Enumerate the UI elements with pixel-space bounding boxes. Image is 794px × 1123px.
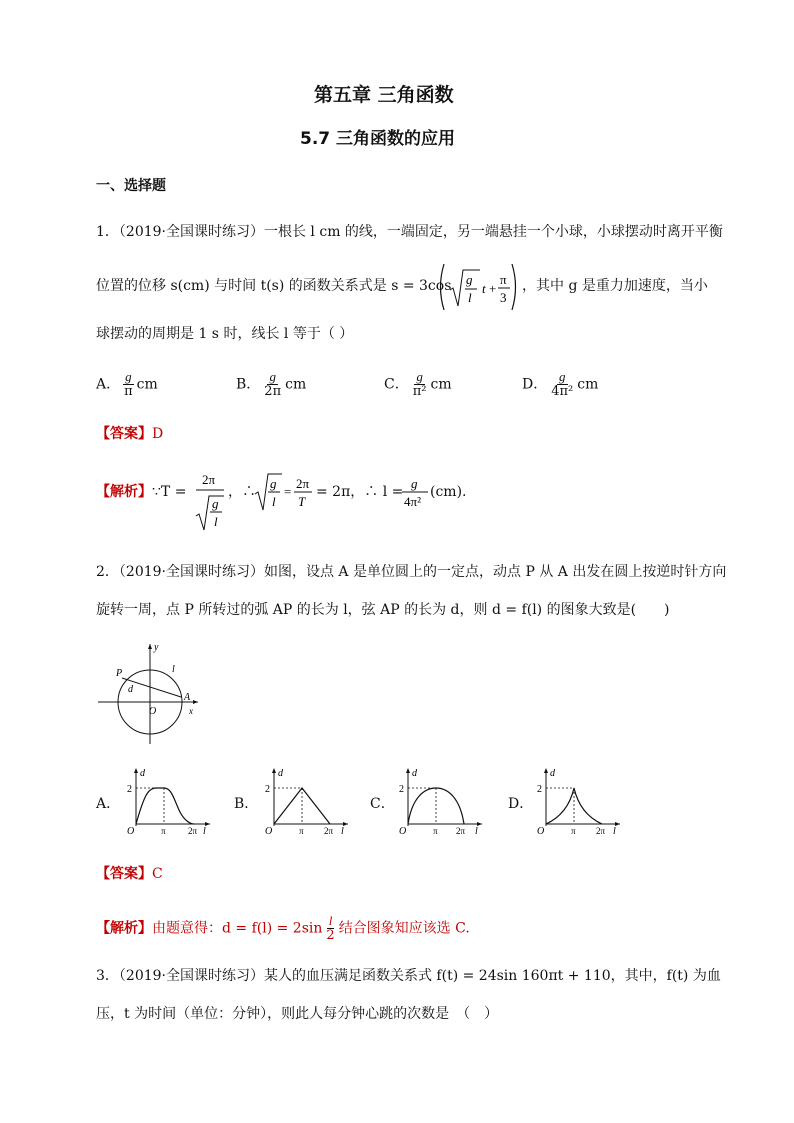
- q1-cos-argument: [436, 262, 520, 312]
- q1-line2-a: 位置的位移 s(cm) 与时间 t(s) 的函数关系式是 s = 3cos: [96, 278, 452, 294]
- svg-text:2: 2: [399, 784, 404, 795]
- svg-text:2: 2: [537, 784, 542, 795]
- q2-graph-d: [528, 766, 622, 836]
- svg-text:3: 3: [500, 290, 507, 305]
- svg-text:l: l: [203, 826, 206, 836]
- svg-text:π: π: [433, 826, 438, 836]
- svg-text:2π: 2π: [324, 826, 334, 836]
- q2-graph-c: [390, 766, 484, 836]
- svg-text:l: l: [468, 290, 472, 305]
- fig-label-d: d: [128, 684, 133, 695]
- q2-line1: 2．（2019·全国课时练习）如图，设点 A 是单位圆上的一定点，动点 P 从 A 出发在圆上按逆时针方向: [96, 564, 727, 580]
- q2-answer: 【答案】C: [96, 866, 163, 882]
- q2-option-c-label: C．: [370, 796, 395, 812]
- svg-text:2π: 2π: [188, 826, 198, 836]
- q1-option-b: B． $\frac{g}{2\pi}$ cm: [236, 369, 307, 399]
- q1-option-d: D． $\frac{g}{\text{4π²}}$ cm: [522, 369, 599, 399]
- q1-analysis-sqrt-eq: [254, 472, 314, 512]
- svg-text:4π²: 4π²: [404, 494, 421, 509]
- q2-option-d-label: D．: [508, 796, 534, 812]
- fig-label-A: A: [184, 692, 191, 703]
- q1-analysis-d: (cm).: [430, 484, 467, 500]
- svg-text:2π: 2π: [202, 472, 216, 487]
- q1-option-a: A． $\frac{g}{\pi}$ cm: [96, 369, 158, 399]
- svg-text:l: l: [272, 494, 276, 509]
- svg-text:2π: 2π: [456, 826, 466, 836]
- q2-line2: 旋转一周，点 P 所转过的弧 AP 的长为 l，弦 AP 的长为 d，则 d = f(l) 的图象大致是( ): [96, 602, 670, 618]
- svg-text:d: d: [278, 768, 283, 779]
- svg-text:g: g: [466, 272, 473, 287]
- q2-graph-a: [118, 766, 212, 836]
- svg-text:π: π: [299, 826, 304, 836]
- q1-analysis-b: ，∴: [228, 484, 256, 500]
- q1-line2-b: ，其中 g 是重力加速度，当小: [522, 278, 708, 294]
- svg-text:2: 2: [265, 784, 270, 795]
- section-title: 5.7 三角函数的应用: [300, 129, 456, 149]
- svg-text:2π: 2π: [596, 826, 606, 836]
- svg-text:2: 2: [127, 784, 132, 795]
- svg-text:t: t: [482, 281, 486, 296]
- q1-answer: 【答案】D: [96, 426, 164, 442]
- svg-text:l: l: [613, 826, 616, 836]
- q2-graph-b: [256, 766, 350, 836]
- q1-line1: 1．（2019·全国课时练习）一根长 l cm 的线，一端固定，另一端悬挂一个小球，小球摆动时离开平衡: [96, 224, 723, 240]
- svg-text:d: d: [550, 768, 555, 779]
- q1-analysis-frac-l: [400, 472, 430, 512]
- fig-label-l: l: [172, 664, 175, 675]
- svg-text:O: O: [127, 826, 135, 836]
- q1-analysis-c: = 2π，∴ l =: [316, 484, 404, 500]
- svg-text:π: π: [571, 826, 576, 836]
- svg-text:g: g: [270, 476, 277, 491]
- fig-label-P: P: [116, 668, 123, 679]
- q1-analysis-tag: 【解析】: [96, 484, 152, 500]
- svg-text:l: l: [214, 514, 218, 529]
- q2-option-a-label: A．: [96, 796, 121, 812]
- fig-label-x: x: [189, 706, 193, 716]
- q1-analysis-a: ∵T =: [152, 484, 187, 500]
- part-heading: 一、选择题: [96, 178, 166, 194]
- svg-text:g: g: [411, 476, 418, 491]
- svg-text:d: d: [140, 768, 145, 779]
- chapter-title: 第五章 三角函数: [314, 84, 454, 106]
- svg-text:=: =: [284, 484, 292, 499]
- svg-text:2π: 2π: [296, 476, 310, 491]
- svg-text:l: l: [475, 826, 478, 836]
- q2-analysis: 【解析】由题意得：d = f(l) = 2sin $\frac{l}{2}$ 结合图象知应该选 C.: [96, 913, 470, 943]
- fig-label-O: O: [149, 706, 157, 717]
- q1-analysis-frac-t: [194, 470, 226, 532]
- svg-text:π: π: [161, 826, 166, 836]
- unit-circle-figure: [94, 640, 204, 746]
- svg-text:d: d: [412, 768, 417, 779]
- svg-text:O: O: [399, 826, 407, 836]
- svg-text:l: l: [341, 826, 344, 836]
- q2-option-b-label: B．: [234, 796, 259, 812]
- q1-option-c: C． $\frac{g}{\text{π²}}$ cm: [384, 369, 452, 399]
- svg-text:g: g: [212, 496, 219, 511]
- q1-line3: 球摆动的周期是 1 s 时，线长 l 等于（ ）: [96, 326, 354, 342]
- q3-line2: 压，t 为时间（单位：分钟），则此人每分钟心跳的次数是 （ ）: [96, 1006, 499, 1022]
- fig-label-y: y: [154, 642, 159, 653]
- svg-text:T: T: [298, 494, 306, 509]
- svg-text:O: O: [265, 826, 273, 836]
- svg-text:O: O: [537, 826, 545, 836]
- svg-text:π: π: [500, 272, 507, 287]
- svg-text:+: +: [489, 281, 497, 296]
- q3-line1: 3．（2019·全国课时练习）某人的血压满足函数关系式 f(t) = 24sin 160πt + 110，其中，f(t) 为血: [96, 968, 721, 984]
